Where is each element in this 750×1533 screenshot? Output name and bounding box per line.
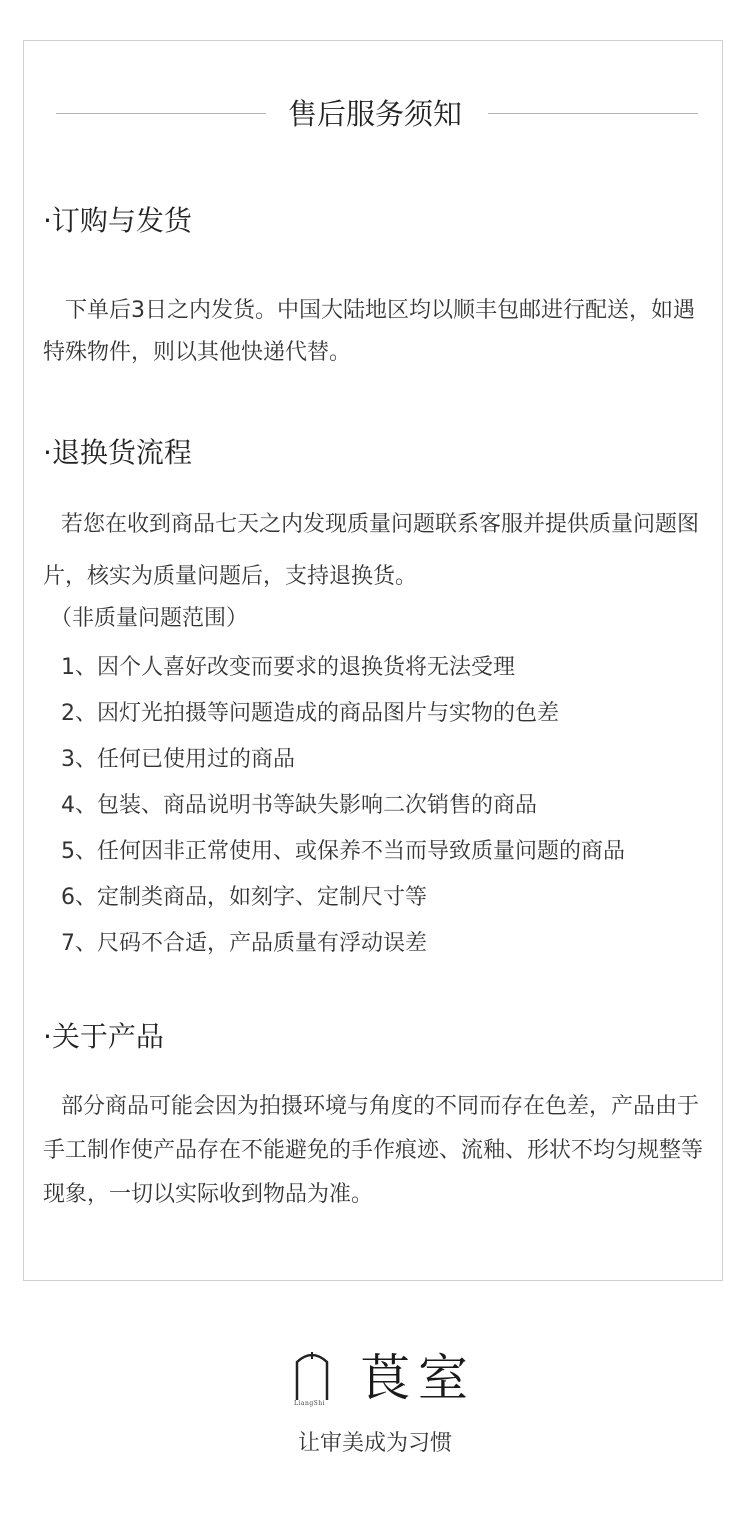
list-item: 5、任何因非正常使用、或保养不当而导致质量问题的商品 [61,839,625,864]
section-heading-returns: ·退换货流程 [43,436,192,469]
brand-tagline: 让审美成为习惯 [297,1431,452,1456]
brand-logo [294,1348,476,1412]
returns-note: （非质量问题范围） [50,606,249,631]
logo-subtitle: LiangShi [294,1400,326,1407]
list-item: 3、任何已使用过的商品 [61,747,295,772]
section-paragraph-returns: 若您在收到商品七天之内发现质量问题联系客服并提供质量问题图片，核实为质量问题后，支持退换货。 [43,512,700,589]
list-item: 2、因灯光拍摄等问题造成的商品图片与实物的色差 [61,701,559,726]
section-heading-product: ·关于产品 [43,1020,164,1053]
list-item: 7、尺码不合适，产品质量有浮动误差 [61,931,427,956]
section-paragraph-ordering: 下单后3日之内发货。中国大陆地区均以顺丰包邮进行配送，如遇特殊物件，则以其他快递代替。 [43,298,695,365]
section-heading-ordering: ·订购与发货 [43,204,192,237]
page-title: 售后服务须知 [287,97,462,131]
section-paragraph-product: 部分商品可能会因为拍摄环境与角度的不同而存在色差，产品由于手工制作使产品存在不能避免的手作痕迹、流釉、形状不均匀规整等现象，一切以实际收到物品为准。 [43,1094,704,1207]
list-item: 6、定制类商品，如刻字、定制尺寸等 [61,885,427,910]
title-divider-right [488,113,698,114]
list-item: 4、包装、商品说明书等缺失影响二次销售的商品 [61,793,537,818]
list-item: 1、因个人喜好改变而要求的退换货将无法受理 [61,655,515,680]
logo-wordmark: 莨室 [360,1349,476,1407]
